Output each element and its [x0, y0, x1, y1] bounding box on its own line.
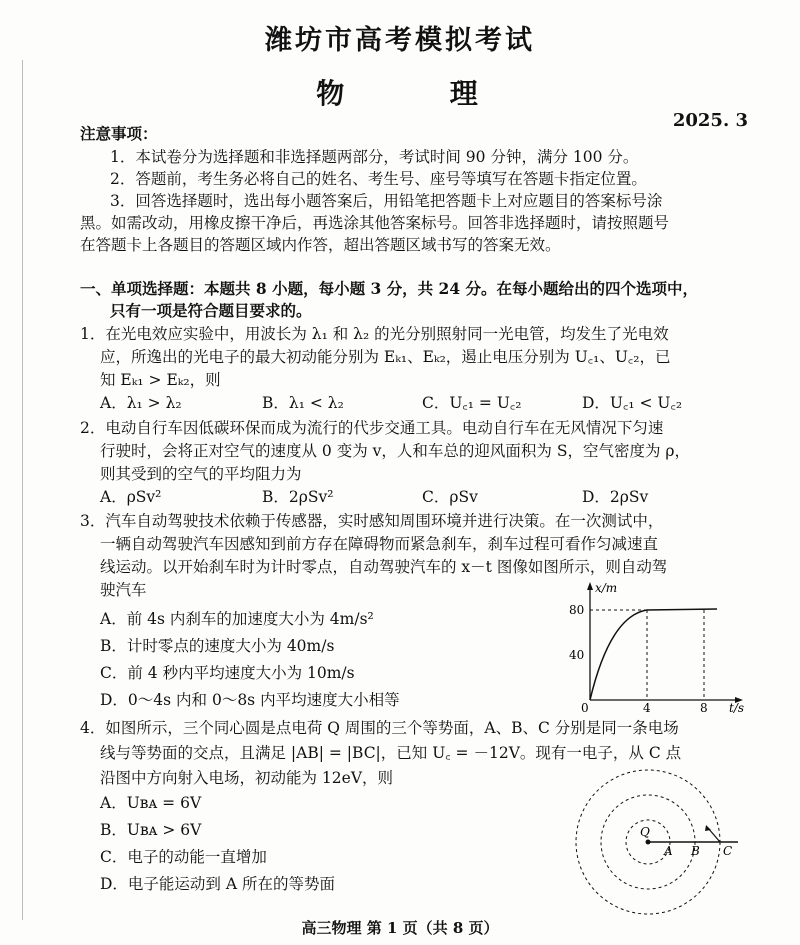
q1-option-d: D．U꜀₁ < U꜀₂ — [582, 394, 683, 412]
q2-option-d: D．2ρSv — [582, 488, 649, 506]
exam-date: 2025. 3 — [672, 110, 748, 131]
notes-line-1: 1．本试卷分为选择题和非选择题两部分，考试时间 90 分钟，满分 100 分。 — [110, 148, 639, 166]
q4-option-c: C．电子的动能一直增加 — [100, 848, 267, 866]
q2-line-1: 2．电动自行车因低碳环保而成为流行的代步交通工具。电动自行车在无风情况下匀速 — [80, 419, 664, 437]
q3-line-2: 一辆自动驾驶汽车因感知到前方存在障碍物而紧急刹车，刹车过程可看作匀减速直 — [100, 535, 659, 553]
xt-graph — [555, 578, 755, 713]
q3-line-3: 线运动。以开始刹车时为计时零点，自动驾驶汽车的 x－t 图像如图所示，则自动驾 — [100, 558, 668, 576]
q3-option-b: B．计时零点的速度大小为 40m/s — [100, 637, 335, 655]
q3-option-c: C．前 4 秒内平均速度大小为 10m/s — [100, 664, 355, 682]
q1-line-1: 1．在光电效应实验中，用波长为 λ₁ 和 λ₂ 的光分别照射同一光电管，均发生了光电效 — [80, 325, 669, 343]
exam-title: 潍坊市高考模拟考试 — [265, 25, 535, 56]
label-c: C — [723, 844, 733, 858]
x-axis-label: x/m — [595, 581, 618, 595]
q2-line-3: 则其受到的空气的平均阻力为 — [100, 465, 302, 483]
subject-char-1: 物 — [316, 77, 351, 110]
section-1-subheading: 只有一项是符合题目要求的。 — [110, 301, 312, 320]
q1-option-b: B．λ₁ < λ₂ — [262, 394, 344, 412]
q2-option-a: A．ρSv² — [100, 488, 162, 506]
q1-option-c: C．U꜀₁ = U꜀₂ — [422, 394, 522, 412]
x-axis-arrow — [587, 582, 593, 590]
q4-option-d: D．电子能运动到 A 所在的等势面 — [100, 875, 335, 893]
subject-char-2: 理 — [449, 77, 484, 110]
subject-title — [0, 72, 800, 112]
notes-line-3b: 黑。如需改动，用橡皮擦干净后，再选涂其他答案标号。回答非选择题时，请按照题号 — [80, 214, 670, 232]
q4-option-a: A．Uʙᴀ = 6V — [100, 794, 202, 812]
x-tick-4: 4 — [643, 701, 651, 713]
label-a: A — [664, 844, 673, 858]
equipotential-diagram — [560, 762, 760, 917]
q1-line-2: 应，所逸出的光电子的最大初动能分别为 Eₖ₁、Eₖ₂，遏止电压分别为 U꜀₁、U꜀₂，已 — [100, 348, 671, 366]
y-tick-40: 40 — [569, 648, 585, 662]
label-q: Q — [640, 825, 650, 839]
xt-curve — [590, 609, 717, 700]
q1-option-a: A．λ₁ > λ₂ — [100, 394, 182, 412]
q4-line-2: 线与等势面的交点，且满足 |AB| = |BC|，已知 U꜀ = －12V。现有一电子，从 C 点 — [100, 744, 682, 762]
notes-line-3a: 3．回答选择题时，选出每小题答案后，用铅笔把答题卡上对应题目的答案标号涂 — [110, 192, 663, 210]
q3-option-d: D．0～4s 内和 0～8s 内平均速度大小相等 — [100, 691, 400, 709]
q2-option-b: B．2ρSv² — [262, 488, 334, 506]
notes-line-3c: 在答题卡上各题目的答题区域内作答，超出答题区域书写的答案无效。 — [80, 236, 561, 254]
x-tick-8: 8 — [700, 701, 708, 713]
q4-line-3: 沿图中方向射入电场，初动能为 12eV，则 — [100, 769, 394, 787]
q4-option-b: B．Uʙᴀ > 6V — [100, 821, 202, 839]
section-1-heading: 一、单项选择题：本题共 8 小题，每小题 3 分，共 24 分。在每小题给出的四个选项中， — [80, 279, 699, 298]
page-footer: 高三物理 第 1 页（共 8 页） — [301, 919, 499, 937]
q4-line-1: 4．如图所示，三个同心圆是点电荷 Q 周围的三个等势面，A、B、C 分别是同一条电场 — [80, 719, 679, 737]
label-b: B — [691, 844, 700, 858]
q3-option-a: A．前 4s 内刹车的加速度大小为 4m/s² — [100, 610, 374, 628]
t-axis-label: t/s — [729, 701, 745, 713]
notes-line-2: 2．答题前，考生务必将自己的姓名、考生号、座号等填写在答题卡指定位置。 — [110, 170, 647, 188]
q2-line-2: 行驶时，会将正对空气的速度从 0 变为 v，人和车总的迎风面积为 S，空气密度为 ρ， — [100, 442, 690, 460]
q2-option-c: C．ρSv — [422, 488, 478, 506]
q3-line-1: 3．汽车自动驾驶技术依赖于传感器，实时感知周围环境并进行决策。在一次测试中， — [80, 512, 664, 530]
binding-margin-line — [22, 60, 23, 920]
charge-q-dot — [646, 840, 651, 845]
electron-direction-arrow — [705, 825, 711, 831]
q3-line-4: 驶汽车 — [100, 581, 147, 599]
y-tick-80: 80 — [569, 603, 585, 617]
notes-heading: 注意事项： — [80, 124, 158, 143]
x-tick-0: 0 — [581, 701, 589, 713]
q1-line-3: 知 Eₖ₁ > Eₖ₂，则 — [100, 371, 221, 389]
